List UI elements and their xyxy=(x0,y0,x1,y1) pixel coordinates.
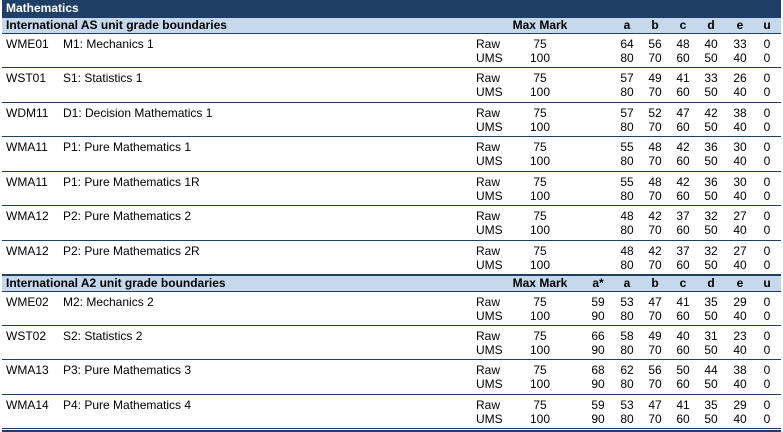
ums-boundary: 80 xyxy=(620,85,634,99)
raw-boundary: 38 xyxy=(733,106,747,120)
ums-label: UMS xyxy=(476,343,503,357)
grade-header: u xyxy=(763,18,771,32)
ums-boundary: 0 xyxy=(763,154,771,168)
unit-row xyxy=(2,206,781,241)
ums-boundary: 40 xyxy=(733,154,747,168)
raw-boundary: 55 xyxy=(620,175,634,189)
unit-code: WMA11 xyxy=(6,175,48,189)
ums-boundary: 40 xyxy=(733,412,747,426)
unit-code: WME02 xyxy=(6,295,49,309)
raw-boundary: 48 xyxy=(676,37,690,51)
raw-boundary: 59 xyxy=(591,295,605,309)
ums-boundary: 40 xyxy=(733,189,747,203)
ums-boundary: 50 xyxy=(704,412,718,426)
raw-boundary: 0 xyxy=(763,209,771,223)
raw-boundary: 29 xyxy=(733,295,747,309)
ums-max-mark: 100 xyxy=(529,223,551,237)
grade-header: b xyxy=(651,18,659,32)
ums-boundary: 80 xyxy=(620,258,634,272)
grade-header: c xyxy=(679,18,687,32)
raw-boundary: 42 xyxy=(648,209,662,223)
ums-boundary: 0 xyxy=(763,377,771,391)
raw-boundary: 32 xyxy=(704,209,718,223)
raw-boundary: 48 xyxy=(620,244,634,258)
ums-max-mark: 100 xyxy=(529,120,551,134)
raw-boundary: 23 xyxy=(733,329,747,343)
ums-max-mark: 100 xyxy=(529,154,551,168)
unit-name: M2: Mechanics 2 xyxy=(63,295,154,309)
raw-boundary: 42 xyxy=(648,244,662,258)
raw-boundary: 49 xyxy=(648,329,662,343)
ums-boundary: 50 xyxy=(704,343,718,357)
raw-boundary: 56 xyxy=(648,363,662,377)
ums-boundary: 60 xyxy=(676,189,690,203)
raw-boundary: 26 xyxy=(733,71,747,85)
ums-boundary: 70 xyxy=(648,258,662,272)
ums-boundary: 40 xyxy=(733,343,747,357)
ums-boundary: 0 xyxy=(763,258,771,272)
section-header xyxy=(2,17,781,34)
ums-boundary: 90 xyxy=(591,377,605,391)
ums-boundary: 40 xyxy=(733,85,747,99)
ums-label: UMS xyxy=(476,309,503,323)
ums-boundary: 0 xyxy=(763,412,771,426)
raw-label: Raw xyxy=(476,106,501,120)
ums-max-mark: 100 xyxy=(529,309,551,323)
raw-boundary: 48 xyxy=(648,140,662,154)
ums-max-mark: 100 xyxy=(529,189,551,203)
unit-name: P2: Pure Mathematics 2 xyxy=(63,209,192,223)
raw-boundary: 57 xyxy=(620,106,634,120)
ums-max-mark: 100 xyxy=(529,343,551,357)
raw-max-mark: 75 xyxy=(533,175,547,189)
raw-boundary: 59 xyxy=(591,398,605,412)
raw-boundary: 0 xyxy=(763,106,771,120)
ums-boundary: 50 xyxy=(704,85,718,99)
unit-name: S2: Statistics 2 xyxy=(63,329,143,343)
ums-boundary: 50 xyxy=(704,120,718,134)
raw-max-mark: 75 xyxy=(533,209,547,223)
ums-boundary: 60 xyxy=(676,309,690,323)
raw-boundary: 53 xyxy=(620,398,634,412)
ums-boundary: 60 xyxy=(676,51,690,65)
raw-boundary: 35 xyxy=(704,398,718,412)
ums-boundary: 50 xyxy=(704,309,718,323)
raw-boundary: 40 xyxy=(704,37,718,51)
grade-header: b xyxy=(651,276,659,290)
ums-boundary: 50 xyxy=(704,154,718,168)
raw-boundary: 30 xyxy=(733,140,747,154)
ums-boundary: 80 xyxy=(620,120,634,134)
grade-header: c xyxy=(679,276,687,290)
raw-boundary: 0 xyxy=(763,244,771,258)
raw-max-mark: 75 xyxy=(533,398,547,412)
raw-boundary: 44 xyxy=(704,363,718,377)
ums-boundary: 70 xyxy=(648,189,662,203)
raw-label: Raw xyxy=(476,209,501,223)
ums-boundary: 60 xyxy=(676,223,690,237)
ums-label: UMS xyxy=(476,120,503,134)
ums-boundary: 80 xyxy=(620,343,634,357)
raw-boundary: 55 xyxy=(620,140,634,154)
raw-boundary: 48 xyxy=(648,175,662,189)
raw-boundary: 35 xyxy=(704,295,718,309)
raw-boundary: 62 xyxy=(620,363,634,377)
ums-label: UMS xyxy=(476,377,503,391)
unit-name: S1: Statistics 1 xyxy=(63,71,143,85)
ums-boundary: 60 xyxy=(676,412,690,426)
ums-label: UMS xyxy=(476,223,503,237)
raw-max-mark: 75 xyxy=(533,295,547,309)
ums-label: UMS xyxy=(476,258,503,272)
ums-boundary: 90 xyxy=(591,309,605,323)
raw-boundary: 27 xyxy=(733,244,747,258)
raw-boundary: 66 xyxy=(591,329,605,343)
section-heading: International AS unit grade boundaries xyxy=(6,18,227,32)
ums-label: UMS xyxy=(476,154,503,168)
ums-label: UMS xyxy=(476,189,503,203)
raw-label: Raw xyxy=(476,244,501,258)
raw-label: Raw xyxy=(476,37,501,51)
unit-row xyxy=(2,241,781,275)
raw-boundary: 0 xyxy=(763,37,771,51)
raw-boundary: 53 xyxy=(620,295,634,309)
ums-boundary: 70 xyxy=(648,377,662,391)
ums-max-mark: 100 xyxy=(529,51,551,65)
unit-row xyxy=(2,292,781,326)
grade-header: u xyxy=(763,276,771,290)
raw-boundary: 58 xyxy=(620,329,634,343)
ums-label: UMS xyxy=(476,51,503,65)
ums-boundary: 40 xyxy=(733,258,747,272)
ums-boundary: 80 xyxy=(620,154,634,168)
ums-boundary: 60 xyxy=(676,120,690,134)
raw-max-mark: 75 xyxy=(533,71,547,85)
ums-boundary: 80 xyxy=(620,223,634,237)
raw-boundary: 0 xyxy=(763,398,771,412)
raw-boundary: 36 xyxy=(704,175,718,189)
grade-header: d xyxy=(707,276,715,290)
ums-boundary: 0 xyxy=(763,85,771,99)
raw-boundary: 0 xyxy=(763,71,771,85)
section-heading: International A2 unit grade boundaries xyxy=(6,276,226,290)
ums-boundary: 70 xyxy=(648,223,662,237)
raw-boundary: 32 xyxy=(704,244,718,258)
ums-boundary: 80 xyxy=(620,51,634,65)
raw-boundary: 48 xyxy=(620,209,634,223)
raw-boundary: 38 xyxy=(733,363,747,377)
ums-boundary: 90 xyxy=(591,412,605,426)
raw-boundary: 29 xyxy=(733,398,747,412)
section-header xyxy=(2,275,781,292)
raw-max-mark: 75 xyxy=(533,244,547,258)
ums-boundary: 70 xyxy=(648,412,662,426)
ums-boundary: 0 xyxy=(763,120,771,134)
unit-row xyxy=(2,326,781,360)
raw-boundary: 33 xyxy=(704,71,718,85)
raw-label: Raw xyxy=(476,295,501,309)
ums-boundary: 60 xyxy=(676,343,690,357)
raw-boundary: 0 xyxy=(763,140,771,154)
ums-label: UMS xyxy=(476,85,503,99)
grade-header: e xyxy=(736,18,744,32)
raw-boundary: 50 xyxy=(676,363,690,377)
raw-boundary: 33 xyxy=(733,37,747,51)
raw-boundary: 56 xyxy=(648,37,662,51)
ums-boundary: 70 xyxy=(648,51,662,65)
raw-boundary: 40 xyxy=(676,329,690,343)
raw-max-mark: 75 xyxy=(533,37,547,51)
ums-boundary: 0 xyxy=(763,51,771,65)
raw-label: Raw xyxy=(476,71,501,85)
unit-row xyxy=(2,137,781,172)
raw-boundary: 52 xyxy=(648,106,662,120)
ums-boundary: 40 xyxy=(733,377,747,391)
unit-name: D1: Decision Mathematics 1 xyxy=(63,106,213,120)
raw-boundary: 0 xyxy=(763,363,771,377)
unit-row xyxy=(2,172,781,206)
raw-label: Raw xyxy=(476,175,501,189)
raw-boundary: 47 xyxy=(648,398,662,412)
grade-header: a* xyxy=(592,276,604,290)
unit-name: P3: Pure Mathematics 3 xyxy=(63,363,192,377)
ums-boundary: 50 xyxy=(704,51,718,65)
raw-boundary: 57 xyxy=(620,71,634,85)
ums-boundary: 80 xyxy=(620,189,634,203)
ums-boundary: 60 xyxy=(676,258,690,272)
ums-boundary: 40 xyxy=(733,223,747,237)
ums-boundary: 50 xyxy=(704,223,718,237)
unit-row xyxy=(2,68,781,103)
raw-boundary: 37 xyxy=(676,244,690,258)
ums-max-mark: 100 xyxy=(529,377,551,391)
raw-boundary: 27 xyxy=(733,209,747,223)
raw-max-mark: 75 xyxy=(533,106,547,120)
ums-boundary: 50 xyxy=(704,377,718,391)
ums-boundary: 0 xyxy=(763,343,771,357)
ums-boundary: 90 xyxy=(591,343,605,357)
max-mark-header: Max Mark xyxy=(512,18,568,32)
ums-boundary: 80 xyxy=(620,412,634,426)
ums-boundary: 60 xyxy=(676,154,690,168)
unit-row xyxy=(2,360,781,395)
ums-boundary: 80 xyxy=(620,377,634,391)
raw-label: Raw xyxy=(476,363,501,377)
raw-boundary: 41 xyxy=(676,295,690,309)
ums-max-mark: 100 xyxy=(529,85,551,99)
unit-code: WMA13 xyxy=(6,363,49,377)
ums-boundary: 70 xyxy=(648,85,662,99)
raw-max-mark: 75 xyxy=(533,329,547,343)
raw-boundary: 49 xyxy=(648,71,662,85)
raw-boundary: 36 xyxy=(704,140,718,154)
unit-row xyxy=(2,34,781,68)
ums-max-mark: 100 xyxy=(529,412,551,426)
raw-boundary: 42 xyxy=(704,106,718,120)
raw-boundary: 42 xyxy=(676,175,690,189)
ums-max-mark: 100 xyxy=(529,258,551,272)
raw-boundary: 0 xyxy=(763,295,771,309)
ums-boundary: 70 xyxy=(648,154,662,168)
grade-boundaries-sheet xyxy=(2,0,781,432)
unit-name: P2: Pure Mathematics 2R xyxy=(63,244,200,258)
raw-max-mark: 75 xyxy=(533,363,547,377)
unit-code: WME01 xyxy=(6,37,49,51)
ums-boundary: 50 xyxy=(704,258,718,272)
unit-code: WMA12 xyxy=(6,209,49,223)
unit-row xyxy=(2,103,781,137)
ums-boundary: 50 xyxy=(704,189,718,203)
grade-tables xyxy=(2,17,781,429)
raw-boundary: 31 xyxy=(704,329,718,343)
ums-boundary: 60 xyxy=(676,85,690,99)
raw-label: Raw xyxy=(476,140,501,154)
ums-boundary: 0 xyxy=(763,309,771,323)
ums-boundary: 70 xyxy=(648,309,662,323)
ums-boundary: 80 xyxy=(620,309,634,323)
ums-boundary: 40 xyxy=(733,51,747,65)
raw-boundary: 47 xyxy=(648,295,662,309)
unit-name: M1: Mechanics 1 xyxy=(63,37,154,51)
raw-boundary: 0 xyxy=(763,329,771,343)
grade-header: e xyxy=(736,276,744,290)
ums-boundary: 70 xyxy=(648,120,662,134)
grade-header: a xyxy=(623,276,631,290)
unit-code: WST02 xyxy=(6,329,47,343)
unit-code: WMA14 xyxy=(6,398,49,412)
raw-boundary: 68 xyxy=(591,363,605,377)
raw-label: Raw xyxy=(476,329,501,343)
raw-boundary: 47 xyxy=(676,106,690,120)
grade-header: a xyxy=(623,18,631,32)
ums-boundary: 70 xyxy=(648,343,662,357)
ums-boundary: 0 xyxy=(763,189,771,203)
raw-boundary: 37 xyxy=(676,209,690,223)
ums-boundary: 40 xyxy=(733,120,747,134)
unit-code: WMA12 xyxy=(6,244,49,258)
raw-boundary: 41 xyxy=(676,71,690,85)
subject-title: Mathematics xyxy=(2,0,781,17)
raw-boundary: 41 xyxy=(676,398,690,412)
raw-boundary: 64 xyxy=(620,37,634,51)
raw-boundary: 30 xyxy=(733,175,747,189)
unit-name: P4: Pure Mathematics 4 xyxy=(63,398,192,412)
max-mark-header: Max Mark xyxy=(512,276,568,290)
ums-boundary: 0 xyxy=(763,223,771,237)
unit-code: WST01 xyxy=(6,71,47,85)
unit-code: WMA11 xyxy=(6,140,48,154)
raw-label: Raw xyxy=(476,398,501,412)
unit-name: P1: Pure Mathematics 1 xyxy=(63,140,192,154)
unit-code: WDM11 xyxy=(6,106,49,120)
raw-boundary: 0 xyxy=(763,175,771,189)
raw-max-mark: 75 xyxy=(533,140,547,154)
ums-boundary: 60 xyxy=(676,377,690,391)
grade-header: d xyxy=(707,18,715,32)
ums-boundary: 40 xyxy=(733,309,747,323)
ums-label: UMS xyxy=(476,412,503,426)
unit-name: P1: Pure Mathematics 1R xyxy=(63,175,200,189)
raw-boundary: 42 xyxy=(676,140,690,154)
